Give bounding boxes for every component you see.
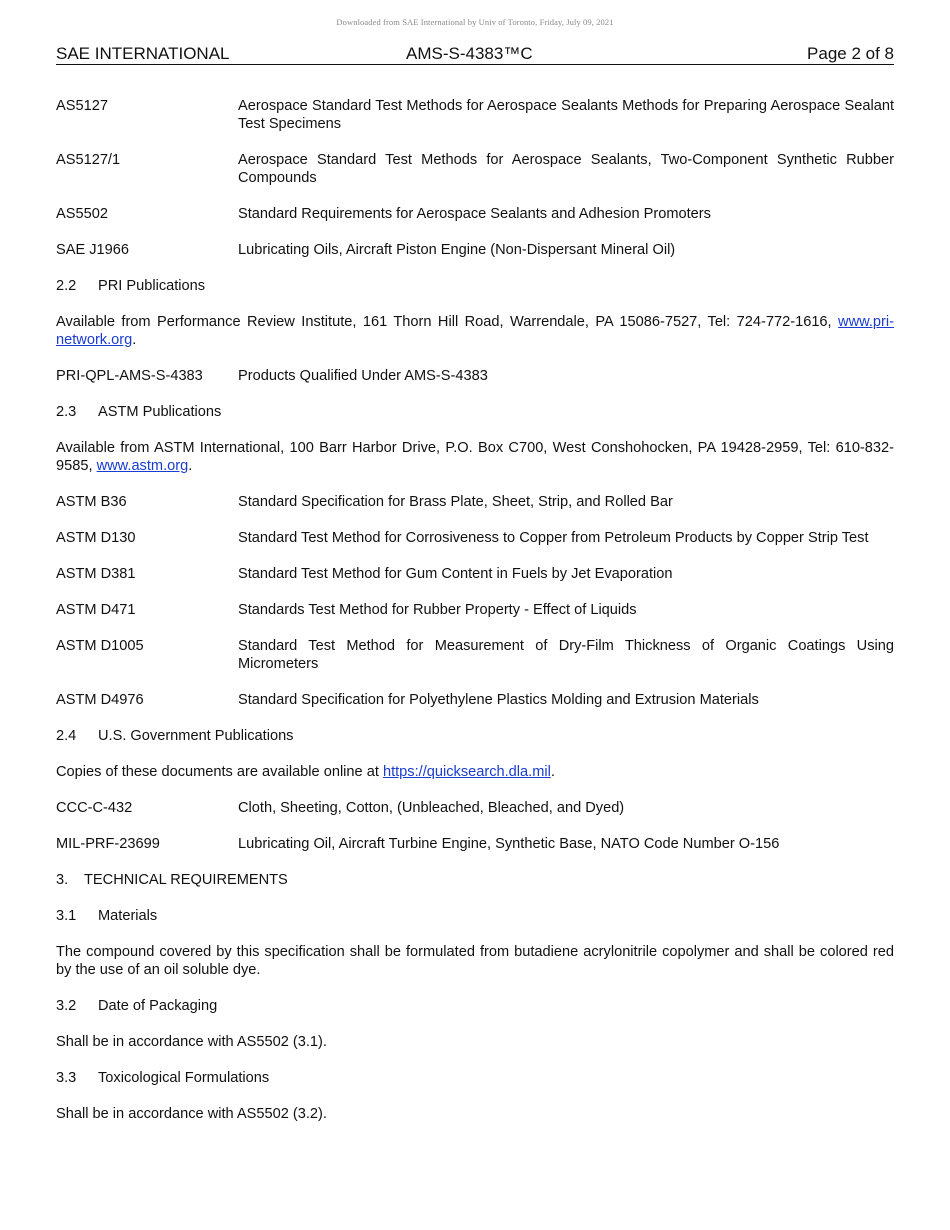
pri-references	[56, 367, 894, 385]
reference-title: Standards Test Method for Rubber Property - Effect of Liquids	[238, 602, 637, 618]
punctuation: .	[132, 332, 137, 348]
section-heading-3-2	[56, 997, 894, 1015]
reference-code: ASTM D130	[56, 530, 136, 546]
reference-title: Standard Test Method for Measurement of Dry-Film Thickness of Organic Coatings Using Micrometers	[238, 638, 894, 672]
reference-row	[56, 637, 894, 673]
toxicological-paragraph: Shall be in accordance with AS5502 (3.2).	[56, 1106, 327, 1122]
section-title: Materials	[98, 908, 158, 924]
section-heading-2-4	[56, 727, 894, 745]
download-watermark: Downloaded from SAE International by Univ of Toronto, Friday, July 09, 2021	[336, 17, 614, 27]
reference-row	[56, 151, 894, 187]
astm-website-link[interactable]: www.astm.org	[96, 458, 189, 474]
section-heading-2-3	[56, 403, 894, 421]
reference-code: ASTM D4976	[56, 692, 144, 708]
reference-code: AS5127/1	[56, 152, 121, 168]
reference-code: ASTM D381	[56, 566, 136, 582]
reference-row	[56, 601, 894, 619]
reference-row	[56, 529, 894, 547]
section-heading-3	[56, 871, 894, 889]
quicksearch-link[interactable]: https://quicksearch.dla.mil	[382, 764, 551, 780]
section-heading-2-2	[56, 277, 894, 295]
astm-references	[56, 493, 894, 709]
punctuation: .	[550, 764, 555, 780]
reference-row	[56, 493, 894, 511]
reference-title: Cloth, Sheeting, Cotton, (Unbleached, Bleached, and Dyed)	[238, 800, 625, 816]
section-number: 2.2	[56, 278, 77, 294]
gov-availability	[56, 763, 894, 781]
reference-code: MIL-PRF-23699	[56, 836, 160, 852]
pri-website-link[interactable]: www.pri-network.org	[56, 314, 894, 348]
reference-row	[56, 691, 894, 709]
reference-title: Products Qualified Under AMS-S-4383	[238, 368, 488, 384]
reference-row	[56, 799, 894, 817]
section-heading-3-1	[56, 907, 894, 925]
sae-references	[56, 97, 894, 259]
reference-code: ASTM D471	[56, 602, 136, 618]
availability-text: Copies of these documents are available online at	[56, 764, 383, 780]
reference-code: SAE J1966	[56, 242, 130, 258]
gov-references	[56, 799, 894, 853]
reference-title: Lubricating Oils, Aircraft Piston Engine (Non-Dispersant Mineral Oil)	[238, 242, 676, 258]
reference-row	[56, 205, 894, 223]
reference-code: AS5127	[56, 98, 108, 114]
section-number: 3.1	[56, 908, 77, 924]
reference-title: Standard Specification for Polyethylene Plastics Molding and Extrusion Materials	[238, 692, 759, 708]
section-title: ASTM Publications	[98, 404, 222, 420]
reference-title: Standard Test Method for Corrosiveness to Copper from Petroleum Products by Copper Strip Test	[238, 530, 869, 546]
reference-title: Standard Requirements for Aerospace Sealants and Adhesion Promoters	[238, 206, 711, 222]
page-header	[56, 44, 894, 65]
reference-title: Standard Specification for Brass Plate, Sheet, Strip, and Rolled Bar	[238, 494, 673, 510]
section-number: 3.2	[56, 998, 77, 1014]
section-title: PRI Publications	[98, 278, 206, 294]
reference-title: Standard Test Method for Gum Content in Fuels by Jet Evaporation	[238, 566, 673, 582]
section-title: TECHNICAL REQUIREMENTS	[84, 872, 288, 888]
reference-title: Aerospace Standard Test Methods for Aerospace Sealants, Two-Component Synthetic Rubber Compounds	[238, 152, 894, 186]
reference-code: PRI-QPL-AMS-S-4383	[56, 368, 203, 384]
reference-code: AS5502	[56, 206, 108, 222]
section-number: 3.	[56, 872, 69, 888]
materials-paragraph: The compound covered by this specification shall be formulated from butadiene acrylonitrile copolymer and shall be colored red by the use of an oil soluble dye.	[56, 944, 894, 978]
section-title: Date of Packaging	[98, 998, 218, 1014]
section-number: 2.4	[56, 728, 77, 744]
reference-code: ASTM D1005	[56, 638, 144, 654]
header-org: SAE INTERNATIONAL	[56, 44, 230, 63]
reference-row	[56, 367, 894, 385]
section-number: 3.3	[56, 1070, 77, 1086]
header-doc-number: AMS-S-4383™C	[406, 44, 533, 63]
reference-row	[56, 241, 894, 259]
availability-text: Available from Performance Review Institute, 161 Thorn Hill Road, Warrendale, PA 15086-7527, Tel: 724-772-1616,	[56, 314, 839, 330]
astm-availability	[56, 439, 894, 475]
section-title: U.S. Government Publications	[98, 728, 294, 744]
reference-title: Aerospace Standard Test Methods for Aerospace Sealants Methods for Preparing Aerospace Sealant Test Specimens	[238, 98, 894, 132]
document-body	[56, 97, 894, 1141]
reference-code: ASTM B36	[56, 494, 127, 510]
reference-row	[56, 835, 894, 853]
section-heading-3-3	[56, 1069, 894, 1087]
section-number: 2.3	[56, 404, 77, 420]
punctuation: .	[188, 458, 193, 474]
reference-code: CCC-C-432	[56, 800, 133, 816]
section-title: Toxicological Formulations	[98, 1070, 270, 1086]
reference-row	[56, 565, 894, 583]
header-page-number: Page 2 of 8	[807, 44, 894, 63]
pri-availability	[56, 313, 894, 349]
reference-title: Lubricating Oil, Aircraft Turbine Engine, Synthetic Base, NATO Code Number O-156	[238, 836, 780, 852]
reference-row	[56, 97, 894, 133]
packaging-paragraph: Shall be in accordance with AS5502 (3.1).	[56, 1034, 327, 1050]
availability-text: Available from ASTM International, 100 Barr Harbor Drive, P.O. Box C700, West Conshohocken, PA 19428-2959, Tel: 610-832-9585,	[56, 440, 894, 474]
